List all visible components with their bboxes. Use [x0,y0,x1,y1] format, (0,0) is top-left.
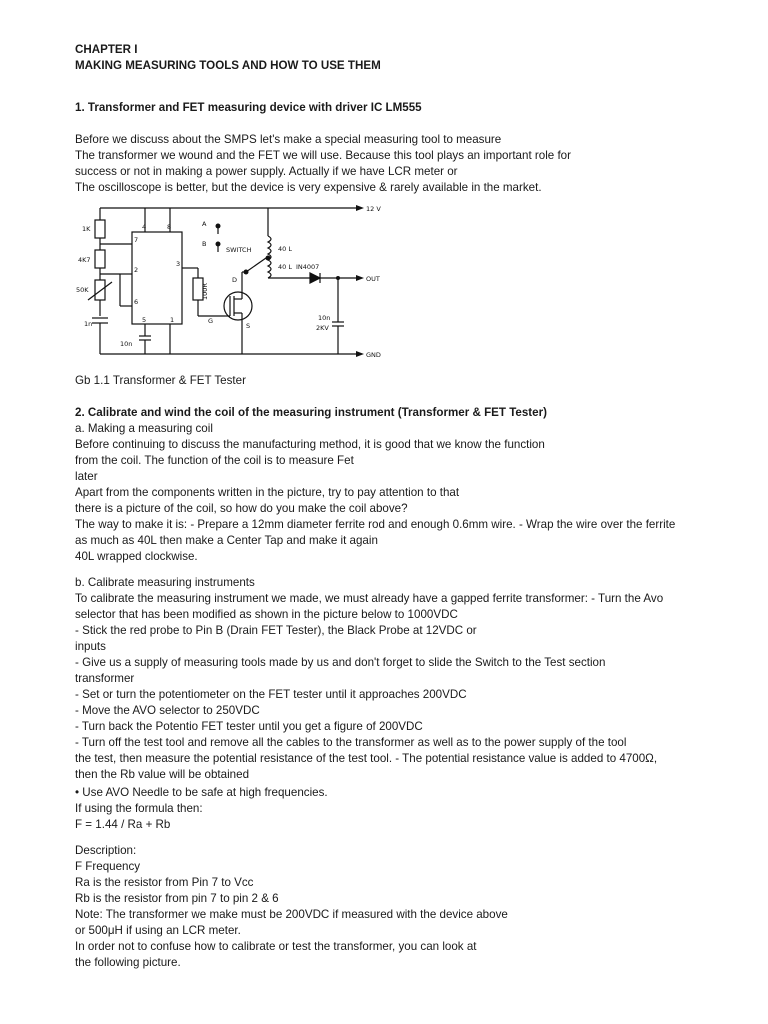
label-pin2: 2 [134,266,139,274]
section1-heading: 1. Transformer and FET measuring device with driver IC LM555 [75,101,422,114]
chapter-label: CHAPTER I [75,43,138,56]
paragraph-line: transformer [75,672,135,685]
paragraph-line: If using the formula then: [75,802,203,815]
paragraph-line: To calibrate the measuring instrument we made, we must already have a gapped ferrite transformer: - Turn the Avo [75,592,664,605]
paragraph-line: - Give us a supply of measuring tools made by us and don't forget to slide the Switch to the Test section [75,656,606,669]
paragraph-line: In order not to confuse how to calibrate or test the transformer, you can look at [75,940,477,953]
paragraph-line: Apart from the components written in the picture, try to pay attention to that [75,486,460,499]
paragraph-line: F Frequency [75,860,141,873]
section2-heading: 2. Calibrate and wind the coil of the measuring instrument (Transformer & FET Tester) [75,406,547,419]
paragraph-line: success or not in making a power supply. Actually if we have LCR meter or [75,165,458,178]
label-diode: IN4007 [296,263,320,271]
label-gnd: GND [366,351,381,359]
circuit-schematic [70,196,390,366]
paragraph-line: from the coil. The function of the coil is to measure Fet [75,454,354,467]
paragraph-line: Before continuing to discuss the manufacturing method, it is good that we know the function [75,438,545,451]
paragraph-line: Ra is the resistor from Pin 7 to Vcc [75,876,254,889]
paragraph-line: there is a picture of the coil, so how do you make the coil above? [75,502,408,515]
paragraph-line: then the Rb value will be obtained [75,768,250,781]
label-pin3: 3 [176,260,181,268]
label-50k: 50K [76,286,89,294]
label-pin1: 1 [170,316,175,324]
paragraph-line: - Turn off the test tool and remove all the cables to the transformer as well as to the power supply of the tool [75,736,627,749]
label-b: B [202,240,207,248]
paragraph-line: Rb is the resistor from pin 7 to pin 2 & 6 [75,892,279,905]
paragraph-line: later [75,470,98,483]
label-cap-out-value: 10n [318,314,331,322]
label-coil-1: 40 L [278,245,292,253]
paragraph-line: the test, then measure the potential resistance of the test tool. - The potential resistance value is added to 4700Ω, [75,752,658,765]
paragraph-line: - Move the AVO selector to 250VDC [75,704,260,717]
label-4k7: 4K7 [78,256,91,264]
label-pin5: 5 [142,316,147,324]
label-a: A [202,220,207,228]
label-1k: 1K [82,225,91,233]
figure-caption: Gb 1.1 Transformer & FET Tester [75,374,246,387]
label-10n: 10n [120,340,133,348]
formula-line: F = 1.44 / Ra + Rb [75,818,171,831]
paragraph-line: inputs [75,640,106,653]
label-pin7: 7 [134,236,139,244]
paragraph-line: - Turn back the Potentio FET tester until you get a figure of 200VDC [75,720,423,733]
paragraph-line: The transformer we wound and the FET we will use. Because this tool plays an important role for [75,149,571,162]
paragraph-line: - Stick the red probe to Pin B (Drain FET Tester), the Black Probe at 12VDC or [75,624,477,637]
chapter-title: MAKING MEASURING TOOLS AND HOW TO USE THEM [75,59,381,72]
label-s: S [246,322,251,330]
label-switch: SWITCH [226,246,252,254]
label-1n: 1n [84,320,93,328]
label-coil-2: 40 L [278,263,292,271]
paragraph-line: - Set or turn the potentiometer on the FET tester until it approaches 200VDC [75,688,467,701]
label-cap-out-voltage: 2KV [316,324,329,332]
label-pin6: 6 [134,298,139,306]
label-d: D [232,276,238,284]
paragraph-line: selector that has been modified as shown in the picture below to 1000VDC [75,608,458,621]
paragraph-line: as much as 40L then make a Center Tap and make it again [75,534,378,547]
paragraph-line: or 500μH if using an LCR meter. [75,924,241,937]
paragraph-line: The oscilloscope is better, but the device is very expensive & rarely available in the market. [75,181,542,194]
label-100r: 100R [201,283,209,300]
paragraph-line: The way to make it is: - Prepare a 12mm diameter ferrite rod and enough 0.6mm wire. - Wrap the wire over the ferrite [75,518,676,531]
label-pin4: 4 [142,223,147,231]
label-pin8: 8 [167,223,172,231]
label-12v: 12 V [366,205,381,213]
paragraph-line: a. Making a measuring coil [75,422,213,435]
label-g: G [208,317,214,325]
paragraph-line: Note: The transformer we make must be 200VDC if measured with the device above [75,908,508,921]
paragraph-line: Before we discuss about the SMPS let's make a special measuring tool to measure [75,133,502,146]
paragraph-line: b. Calibrate measuring instruments [75,576,255,589]
bullet-line: • Use AVO Needle to be safe at high frequencies. [75,786,328,799]
label-out: OUT [366,275,380,283]
paragraph-line: 40L wrapped clockwise. [75,550,198,563]
paragraph-line: the following picture. [75,956,181,969]
paragraph-line: Description: [75,844,137,857]
